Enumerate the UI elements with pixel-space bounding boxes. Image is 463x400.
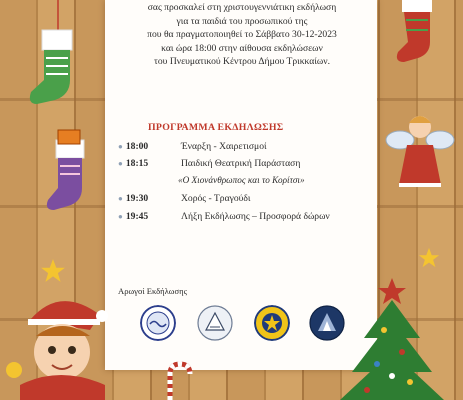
play-title: «Ο Χιονάνθρωπος και το Κορίτσι» (178, 175, 305, 185)
program-desc: Έναρξη - Χαιρετισμοί (181, 141, 267, 152)
bullet-icon: ● (118, 159, 123, 168)
invitation-line: για τα παιδιά του προσωπικού της (176, 15, 308, 27)
program-time: 18:15 (125, 158, 149, 169)
bullet-icon: ● (118, 142, 123, 151)
program-time: 18:00 (125, 141, 149, 152)
christmas-tree-decoration (332, 272, 452, 400)
program-row (118, 141, 267, 152)
invitation-line: που θα πραγματοποιηθεί το Σάββατο 30-12-2023 (147, 29, 337, 41)
sponsor-logo-1 (140, 305, 176, 341)
star-icon (418, 247, 440, 269)
sponsor-logo-3 (254, 305, 290, 341)
program-desc: Χορός - Τραγούδι (181, 193, 251, 204)
bullet-icon: ● (118, 194, 123, 203)
invitation-text (108, 0, 376, 69)
program-desc: Παιδική Θεατρική Παράσταση (181, 158, 301, 169)
invitation-line: του Πνευματικού Κέντρου Δήμου Τρικκαίων. (154, 56, 330, 68)
stockings-left-decoration (18, 0, 88, 260)
program-row (118, 158, 301, 169)
candy-cane-decoration (160, 360, 200, 400)
sponsors-label: Αρωγοί Εκδήλωσης (118, 286, 187, 296)
program-row (118, 193, 251, 204)
star-icon (40, 258, 66, 284)
stocking-right-decoration (392, 0, 452, 70)
program-time: 19:30 (125, 193, 149, 204)
angel-decoration (385, 105, 455, 195)
invitation-line: σας προσκαλεί στη χριστουγεννιάτικη εκδήλωση (147, 2, 337, 13)
program-desc: Λήξη Εκδήλωσης – Προσφορά δώρων (181, 211, 330, 222)
program-time: 19:45 (125, 211, 149, 222)
bullet-icon: ● (118, 212, 123, 221)
program-title: ΠΡΟΓΡΑΜΜΑ ΕΚΔΗΛΩΣΗΣ (148, 122, 284, 133)
invitation-line: και ώρα 18:00 στην αίθουσα εκδηλώσεων (161, 42, 323, 54)
program-row (118, 211, 330, 222)
elf-decoration (0, 290, 130, 400)
sponsor-logo-2 (197, 305, 233, 341)
